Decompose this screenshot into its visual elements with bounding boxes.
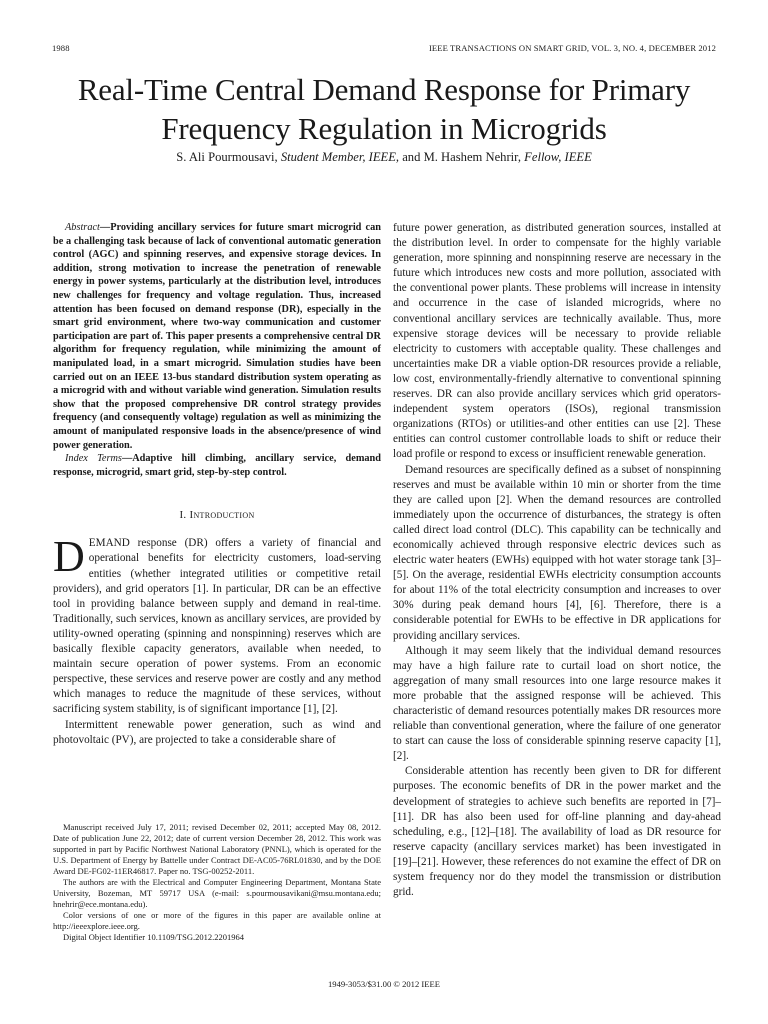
right-paragraph-1: future power generation, as distributed generation sources, installed at the distribution level. In order to compensate for the highly variable generation, more spinning and nonspinning reserve are necessary in the future which introduces new costs and more pollution, associated with the conventional power plants. These problems will increase in intensity and occurrence in the case of islanded microgrids, where no conventional ancillary services are technically available. Thus, more expensive storage devices will be necessary to provide reliable electricity to customers with acceptable quality. These challenges and uncertainties make DR a viable option-DR resources provide a reliable, low cost, environmentally-friendly alternative to conventional spinning reserves. DR can also provide ancillary services which grid operators-independent system operators (ISOs), regional transmission organizations (RTOs) or utilities-and other entities can use [2]. These entities can control customer controllable loads to shift or reduce their load profile or respond to excess or insufficient renewable generation. (393, 222, 721, 461)
right-paragraph-2: Demand resources are specifically defined as a subset of nonspinning reserves and must be available within 10 min or shorter from the time they are called upon [2]. When the demand resources are controlled immediately upon the occurrence of disturbances, the strategy is often called direct load control (DLC). This capability can be technically and economically achieved through responsive electric devices such as electric water heaters (EWHs) equipped with hot water storage tank [3]–[5]. On the average, residential EWHs electricity consumption accounts for about 11% of the total electricity consumption and increases to over 30% during peak demand hours [4], [6]. Therefore, there is a considerable potential for EWHs to be effective in DR applications for providing ancillary services. (393, 463, 721, 642)
footnote-manuscript: Manuscript received July 17, 2011; revised December 02, 2011; accepted May 08, 2012. Date of publication June 22, 2012; date of current version December 28, 2012. This work was supported in part by Pacific Northwest National Laboratory (PNNL), which is operated for the U.S. Department of Energy by Battelle under Contract DE-AC05-76RL01830, and by the DOE Award DE-FG02-11ER46817. Paper no. TSG-00252-2011. (53, 822, 381, 876)
abstract-text: —Providing ancillary services for future smart microgrid can be a challenging task because of lack of conventional automatic generation control (AGC) and spinning reserves, and expensive storage devices. In addition, strong motivation to increase the penetration of renewable energy in power systems, particularly at the distribution level, introduces new challenges for frequency and voltage regulation. Thus, increased attention has been focused on demand response (DR), especially in the smart grid environment, where two-way communication and customer participation are part of. This paper presents a comprehensive central DR algorithm for frequency regulation, while minimizing the amount of manipulated load, in a smart microgrid. Simulation studies have been carried out on an IEEE 13-bus standard distribution system operating as a microgrid with and without variable wind generation. Simulation results show that the proposed comprehensive DR control strategy provides frequency (and consequently voltage) regulation as well as minimizing the amount of manipulated responsive loads in the absence/presence of wind power generation. (53, 222, 381, 451)
intro-paragraph-1 (53, 532, 381, 717)
author-conjunction: and (402, 150, 421, 164)
intro-paragraph-2: Intermittent renewable power generation, such as wind and photovoltaic (PV), are projected to take a considerable share of (53, 718, 381, 746)
section-number: I. (179, 509, 187, 522)
section-title: Introduction (189, 509, 255, 522)
journal-citation: IEEE TRANSACTIONS ON SMART GRID, VOL. 3, NO. 4, DECEMBER 2012 (428, 43, 716, 53)
author-2-role: Fellow, IEEE (524, 150, 592, 164)
abstract-label: Abstract (65, 222, 100, 233)
index-terms (53, 452, 381, 479)
author-line (40, 150, 728, 165)
left-column (53, 221, 381, 748)
footnote-color-versions: Color versions of one or more of the figures in this paper are available online at http://ieeexplore.ieee.org. (53, 910, 381, 931)
drop-cap: D (53, 532, 85, 582)
right-paragraph-3: Although it may seem likely that the individual demand resources may have a high failure rate to curtail load on short notice, the aggregation of many small resources into one large resource makes it more probable that the assigned response will be achieved. This characteristic of demand resources potentially makes DR resources more reliable than conventional generation, where the failure of one generator to start can cause the loss of considerable spinning reserve capacity [1], [2]. (393, 644, 721, 763)
abstract (53, 221, 381, 452)
footnote-affiliation: The authors are with the Electrical and Computer Engineering Department, Montana State University, Bozeman, MT 59717 USA (e-mail: s.pourmousavikani@msu.montana.edu; hnehrir@ece.montana.edu). (53, 877, 381, 909)
intro-paragraph-1-text: EMAND response (DR) offers a variety of financial and operational benefits for electricity customers, load-serving entities (whether integrated utilities or competitive retail providers), and grid operators [1]. In particular, DR can be an effective tool in providing balance between supply and demand in real-time. Traditionally, such services, known as ancillary services, are provided by utility-owned operating (spinning and nonspinning) reserves which are basically flexible capacity generators, available when needed, to maintain secure operation of power systems. From an economic perspective, these services and reserve power are costly and any method which manages to reduce the magnitude of these services, without sacrificing system stability, is of significant importance [1], [2]. (53, 537, 381, 716)
footnote-doi: Digital Object Identifier 10.1109/TSG.2012.2201964 (63, 932, 244, 942)
first-page-footnote (53, 822, 381, 943)
right-paragraph-4: Considerable attention has recently been given to DR for different purposes. The economic benefits of DR in the power market and the development of strategies to achieve such benefits are reported in [7]–[11]. DR has also been used for off-line planning and day-ahead scheduling, e.g., [12]–[18]. The availability of load as DR resource for reserve capacity (ancillary services market) has been investigated in [19]–[21]. However, these references do not examine the effect of DR on system frequency nor do they model the transmission or distribution grid. (393, 765, 721, 899)
copyright-footer: 1949-3053/$31.00 © 2012 IEEE (327, 979, 441, 989)
section-heading-introduction (53, 508, 381, 523)
right-column (393, 221, 721, 900)
author-1-role: Student Member, IEEE, (280, 150, 400, 164)
index-terms-label: Index Terms (65, 453, 122, 465)
paper-title: Real-Time Central Demand Response for Primary Frequency Regulation in Microgrids (77, 72, 691, 146)
page-number: 1988 (52, 43, 70, 53)
index-terms-text: —Adaptive hill climbing, ancillary service, demand response, microgrid, smart grid, step-by-step control. (53, 453, 382, 478)
author-2-name: M. Hashem Nehrir, (423, 150, 521, 164)
author-1-name: S. Ali Pourmousavi, (176, 150, 278, 164)
